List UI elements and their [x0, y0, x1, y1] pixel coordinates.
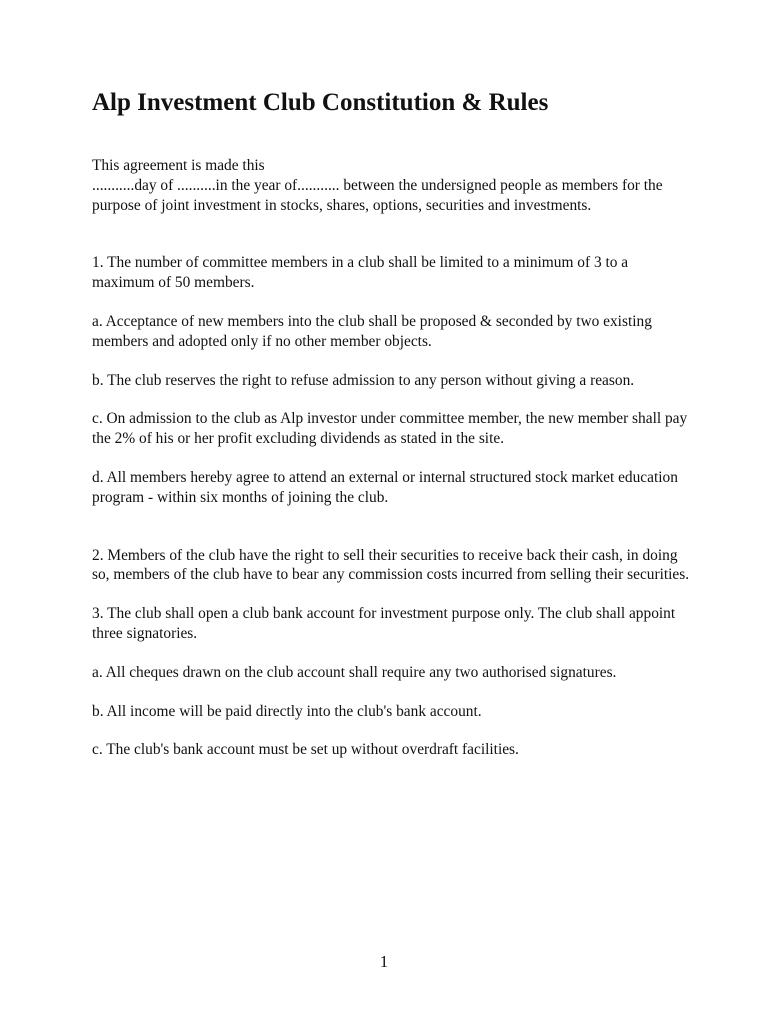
page-number: 1: [379, 952, 389, 971]
clause-3: 3. The club shall open a club bank account for investment purpose only. The club shall appoint three signatories.: [92, 605, 676, 642]
clause-1d: d. All members hereby agree to attend an external or internal structured stock market education program - within six months of joining the club.: [92, 468, 678, 506]
clause-2: 2. Members of the club have the right to sell their securities to receive back their cash, in doing so, members of the club have to bear any commission costs incurred from selling their securities.: [92, 546, 690, 584]
clause-3a: a. All cheques drawn on the club account shall require any two authorised signatures.: [92, 663, 617, 681]
clause-1a: a. Acceptance of new members into the club shall be proposed & seconded by two existing members and adopted only if no other member objects.: [92, 312, 652, 350]
clause-1c: c. On admission to the club as Alp investor under committee member, the new member shall pay the 2% of his or her profit excluding dividends as stated in the site.: [92, 410, 688, 448]
clause-3b: b. All income will be paid directly into the club's bank account.: [92, 702, 482, 720]
intro-line: This agreement is made this: [92, 157, 265, 174]
clause-1: 1. The number of committee members in a club shall be limited to a minimum of 3 to a maximum of 50 members.: [92, 254, 629, 292]
clause-3c: c. The club's bank account must be set up without overdraft facilities.: [92, 741, 519, 759]
document-body: [92, 156, 692, 760]
intro-paragraph: ...........day of ..........in the year of........... between the undersigned people as members for the purpose of joint investment in stocks, shares, options, securities and investments.: [92, 176, 663, 214]
clause-1b: b. The club reserves the right to refuse admission to any person without giving a reason.: [92, 371, 635, 389]
document-title: Alp Investment Club Constitution & Rules: [92, 89, 549, 116]
